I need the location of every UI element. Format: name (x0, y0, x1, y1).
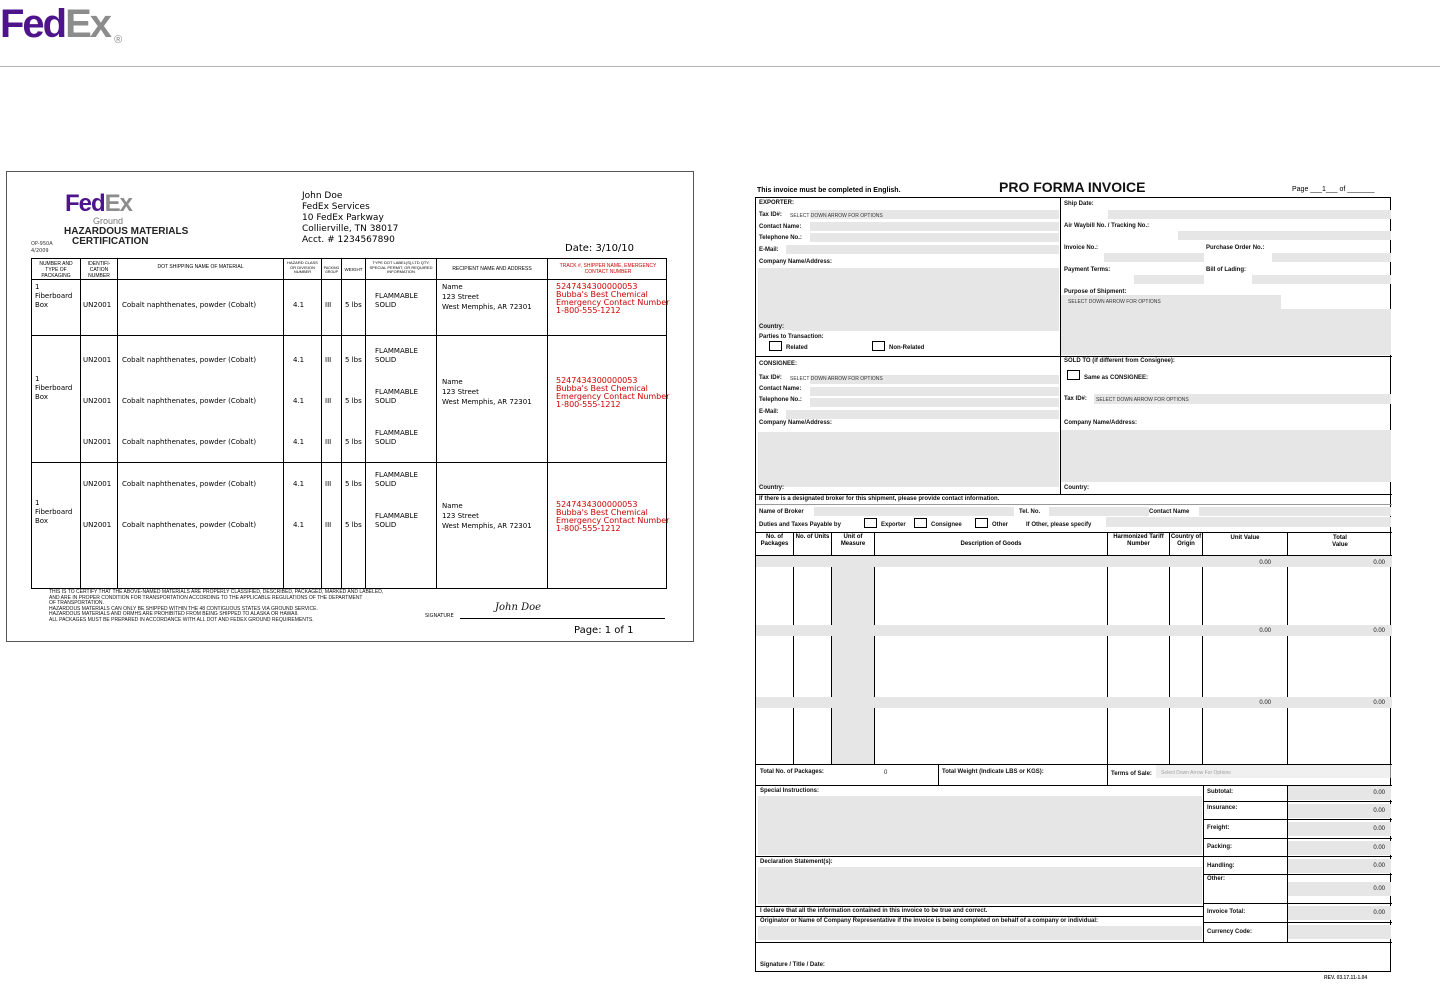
package-type: Fiberboard (35, 508, 73, 516)
total-value: 0.00 (1373, 560, 1385, 566)
invoice-total-value: 0.00 (1373, 910, 1385, 916)
item-name: Cobalt naphthenates, powder (Cobalt) (122, 438, 257, 446)
duties-exporter-checkbox[interactable] (864, 518, 877, 528)
track-emergency: Emergency Contact Number (556, 298, 670, 307)
shipper-city: Collierville, TN 38017 (302, 224, 399, 234)
track-shipper: Bubba's Best Chemical (556, 384, 648, 393)
broker-name-label: Name of Broker (759, 509, 804, 515)
ship-date-label: Ship Date: (1064, 201, 1094, 207)
sold-to-company-label: Company Name/Address: (1064, 420, 1138, 426)
sold-to-company-field[interactable] (1061, 430, 1391, 482)
pro-forma-invoice-document (752, 175, 1392, 985)
telephone-label: Telephone No.: (759, 235, 802, 241)
parties-label: Parties to Transaction: (759, 334, 824, 340)
airwaybill-field[interactable] (1178, 231, 1391, 240)
row-divider (1203, 922, 1392, 923)
item-class: 4.1 (293, 480, 305, 488)
invoice-no-field[interactable] (1104, 253, 1204, 262)
hazmat-fedex-logo (65, 192, 132, 216)
header-weight: WEIGHT (344, 267, 363, 272)
invoice-form (755, 197, 1391, 972)
sold-to-tax-id-select[interactable]: SELECT DOWN ARROW FOR OPTIONS (1096, 397, 1189, 403)
certification-statement (49, 590, 411, 624)
freight-value: 0.00 (1373, 826, 1385, 832)
item-label2: SOLID (375, 397, 397, 405)
item-id: UN2001 (83, 521, 112, 529)
item-label: FLAMMABLE (375, 471, 418, 479)
header-id-number: IDENTIFI- CATION NUMBER (87, 261, 111, 279)
packing-value: 0.00 (1373, 845, 1385, 851)
hazmat-date (565, 243, 634, 254)
item-weight: 5 lbs (345, 397, 362, 405)
shipper-company: FedEx Services (302, 202, 370, 212)
track-phone: 1-800-555-1212 (556, 306, 621, 315)
consignee-country-label: Country: (759, 485, 784, 491)
fedex-logo[interactable] (0, 4, 122, 60)
col-tariff: Harmonized Tariff Number (1113, 534, 1164, 547)
item-id: UN2001 (83, 301, 112, 309)
item-label: FLAMMABLE (375, 292, 418, 300)
freight-label: Freight: (1207, 825, 1230, 831)
exporter-label: EXPORTER: (759, 200, 795, 206)
consignee-tax-id-label: Tax ID#: (759, 375, 782, 381)
signature: John Doe (495, 602, 542, 613)
hazmat-form-number: OP-950A (31, 241, 53, 247)
total-weight-label: Total Weight (Indicate LBS or KGS): (942, 769, 1044, 775)
row-divider (756, 916, 1203, 917)
item-name: Cobalt naphthenates, powder (Cobalt) (122, 480, 257, 488)
consignee-email-label: E-Mail: (759, 409, 779, 415)
currency-code-label: Currency Code: (1207, 929, 1253, 935)
row-divider (756, 942, 1392, 943)
duties-other-checkbox[interactable] (975, 518, 988, 528)
hazmat-table (31, 258, 670, 589)
certification-line: OF TRANSPORTATION. (49, 600, 104, 607)
duties-label: Duties and Taxes Payable by (759, 522, 841, 528)
col-unit-value: Unit Value (1230, 535, 1260, 541)
consignee-label: CONSIGNEE: (759, 361, 798, 367)
row-divider (756, 494, 1392, 495)
row-divider (1203, 874, 1392, 875)
recipient-city: West Memphis, AR 72301 (442, 303, 532, 311)
contact-name-field[interactable] (810, 222, 1059, 231)
package-count: 1 (35, 499, 40, 507)
item-group: III (325, 301, 332, 309)
row-divider (32, 279, 666, 280)
consignee-telephone-label: Telephone No.: (759, 397, 802, 403)
package-count: 1 (35, 283, 40, 291)
certification-line: AND ARE IN PROPER CONDITION FOR TRANSPORTATION ACCORDING TO THE APPLICABLE REGULATIONS OF THE DEPARTMENT (49, 594, 363, 601)
logo-ex: Ex (65, 2, 111, 46)
header-packing-group: PACKING GROUP (323, 266, 340, 274)
recipient-name: Name (442, 283, 463, 291)
hazmat-logo-ground: Ground (93, 216, 124, 226)
other-value: 0.00 (1373, 886, 1385, 892)
row-divider (756, 856, 1203, 857)
track-emergency: Emergency Contact Number (556, 392, 670, 401)
row-divider (1203, 801, 1392, 802)
unit-value: 0.00 (1259, 560, 1271, 566)
total-packages-value: 0 (884, 770, 888, 776)
terms-of-sale-field[interactable] (1156, 765, 1391, 778)
declaration-label: Declaration Statement(s): (760, 859, 833, 865)
broker-contact-field[interactable] (1199, 507, 1391, 516)
broker-divider (756, 504, 1392, 505)
consignee-contact-field[interactable] (810, 387, 1059, 396)
package-box: Box (35, 517, 49, 525)
recipient-street: 123 Street (442, 388, 479, 396)
package-type: Fiberboard (35, 292, 73, 300)
track-shipper: Bubba's Best Chemical (556, 290, 648, 299)
sold-to-country-label: Country: (1064, 485, 1089, 491)
duties-consignee-label: Consignee (931, 522, 962, 528)
row-divider (1203, 838, 1392, 839)
duties-if-other-label: If Other, please specify (1026, 522, 1092, 528)
bill-of-lading-label: Bill of Lading: (1206, 267, 1246, 273)
shipper-name: John Doe (302, 191, 343, 201)
col-divider (80, 259, 81, 588)
item-label2: SOLID (375, 521, 397, 529)
row-divider (756, 356, 1392, 357)
item-label: FLAMMABLE (375, 429, 418, 437)
item-class: 4.1 (293, 301, 305, 309)
header-divider (0, 66, 1440, 67)
sold-to-tax-id-label: Tax ID#: (1064, 396, 1087, 402)
certification-line: HAZARDOUS MATERIALS CAN ONLY BE SHIPPED WITHIN THE 48 CONTIGUOUS STATES VIA GROUND SERVICE. (49, 605, 318, 612)
special-instructions-label: Special Instructions: (760, 788, 820, 794)
item-label2: SOLID (375, 438, 397, 446)
item-name: Cobalt naphthenates, powder (Cobalt) (122, 521, 257, 529)
col-divider (365, 259, 366, 588)
recipient-city: West Memphis, AR 72301 (442, 522, 532, 530)
row-divider (32, 335, 666, 336)
signature-line (460, 618, 665, 619)
sold-to-label: SOLD TO (if different from Consignee): (1064, 358, 1175, 364)
item-group: III (325, 356, 332, 364)
declaration-field[interactable] (758, 867, 1202, 904)
company-label: Company Name/Address: (759, 259, 833, 265)
row-divider (1203, 856, 1392, 857)
country-label: Country: (759, 324, 784, 330)
header-label: TYPE DOT LABEL(S),LTD QTY, SPECIAL PERMIT, OR REQUIRED INFORMATION (369, 260, 433, 274)
bill-of-lading-field[interactable] (1252, 275, 1391, 284)
declare-statement: I declare that all the information contained in this invoice to be true and correct. (760, 908, 988, 914)
special-instructions-field[interactable] (758, 796, 1202, 855)
hazmat-title-line2: CERTIFICATION (72, 236, 149, 247)
col-divider (341, 259, 342, 588)
subtotal-value: 0.00 (1373, 790, 1385, 796)
track-shipper: Bubba's Best Chemical (556, 508, 648, 517)
broker-tel-label: Tel. No. (1019, 509, 1041, 515)
related-label: Related (786, 345, 808, 351)
country-field[interactable] (792, 322, 1059, 331)
hazmat-logo-fed: Fed (65, 190, 105, 217)
goods-row[interactable] (756, 556, 1392, 567)
row-divider (1203, 903, 1392, 904)
hazmat-page-number: Page: 1 of 1 (574, 625, 634, 636)
other-label: Other: (1207, 876, 1225, 882)
item-id: UN2001 (83, 397, 112, 405)
purpose-area (1061, 309, 1391, 355)
unit-value: 0.00 (1259, 700, 1271, 706)
invoice-no-label: Invoice No.: (1064, 245, 1099, 251)
subtotal-label: Subtotal: (1207, 789, 1233, 795)
unit-of-measure-column (832, 567, 874, 764)
package-type: Fiberboard (35, 384, 73, 392)
track-phone: 1-800-555-1212 (556, 524, 621, 533)
item-label2: SOLID (375, 480, 397, 488)
col-divider (436, 259, 437, 588)
item-weight: 5 lbs (345, 301, 362, 309)
consignee-company-field[interactable] (758, 432, 1059, 487)
track-phone: 1-800-555-1212 (556, 400, 621, 409)
payment-terms-label: Payment Terms: (1064, 267, 1111, 273)
col-country: Country of Origin (1170, 534, 1202, 547)
insurance-value: 0.00 (1373, 808, 1385, 814)
item-weight: 5 lbs (345, 438, 362, 446)
invoice-title: PRO FORMA INVOICE (999, 179, 1146, 195)
contact-name-label: Contact Name: (759, 224, 802, 230)
date-label: Date: (565, 243, 593, 254)
certification-line: HAZARDOUS MATERIALS AND ORMHS ARE PROHIBITED FROM BEING SHIPPED TO ALASKA OR HAWAII. (49, 611, 299, 618)
recipient-city: West Memphis, AR 72301 (442, 398, 532, 406)
hazmat-form-date: 4/2009 (31, 248, 49, 254)
broker-contact-label: Contact Name (1149, 509, 1190, 515)
duties-other-label: Other (992, 522, 1009, 528)
consignee-company-label: Company Name/Address: (759, 420, 833, 426)
header-track: TRACK #, SHIPPER NAME, EMERGENCY CONTACT NUMBER (559, 263, 657, 275)
hazmat-certification-document (6, 171, 694, 642)
recipient-name: Name (442, 378, 463, 386)
col-divider (117, 259, 118, 588)
total-value: 0.00 (1373, 700, 1385, 706)
package-box: Box (35, 393, 49, 401)
col-divider (283, 259, 284, 588)
ship-date-field[interactable] (1108, 210, 1391, 219)
item-label2: SOLID (375, 356, 397, 364)
item-group: III (325, 521, 332, 529)
unit-value: 0.00 (1259, 628, 1271, 634)
same-as-consignee-label: Same as CONSIGNEE: (1084, 375, 1149, 381)
same-as-consignee-checkbox[interactable] (1067, 370, 1080, 380)
po-no-field[interactable] (1272, 253, 1391, 262)
item-label: FLAMMABLE (375, 512, 418, 520)
recipient-street: 123 Street (442, 512, 479, 520)
item-id: UN2001 (83, 438, 112, 446)
item-name: Cobalt naphthenates, powder (Cobalt) (122, 356, 257, 364)
po-no-label: Purchase Order No.: (1206, 245, 1265, 251)
duties-exporter-label: Exporter (881, 522, 906, 528)
header-recipient: RECIPIENT NAME AND ADDRESS (452, 266, 532, 272)
item-class: 4.1 (293, 521, 305, 529)
item-label: FLAMMABLE (375, 388, 418, 396)
col-divider (1107, 764, 1108, 785)
recipient-street: 123 Street (442, 293, 479, 301)
row-divider (32, 462, 666, 463)
col-description: Description of Goods (960, 541, 1022, 547)
row-divider (756, 906, 1203, 907)
date-value: 3/10/10 (595, 243, 635, 254)
signature-label: SIGNATURE (425, 613, 454, 619)
payment-terms-field[interactable] (1134, 275, 1204, 284)
certification-line: THIS IS TO CERTIFY THAT THE ABOVE-NAMED MATERIALS ARE PROPERLY CLASSIFIED, DESCRIBED, PACKAGED, MARKED AND LABELED, (49, 589, 384, 595)
certification-line: ALL PACKAGES MUST BE PREPARED IN ACCORDANCE WITH ALL DOT AND FEDEX GROUND REQUIREMENTS. (49, 616, 314, 623)
email-label: E-Mail: (759, 247, 779, 253)
consignee-contact-label: Contact Name: (759, 386, 802, 392)
item-weight: 5 lbs (345, 521, 362, 529)
total-value: 0.00 (1373, 628, 1385, 634)
tax-id-label: Tax ID#: (759, 212, 782, 218)
item-id: UN2001 (83, 356, 112, 364)
broker-name-field[interactable] (814, 507, 1014, 516)
item-class: 4.1 (293, 356, 305, 364)
company-address-field[interactable] (758, 268, 1059, 330)
non-related-checkbox[interactable] (872, 341, 885, 351)
logo-fed: Fed (0, 2, 66, 46)
col-units: No. of Units (795, 534, 830, 540)
package-box: Box (35, 301, 49, 309)
item-label2: SOLID (375, 301, 397, 309)
item-name: Cobalt naphthenates, powder (Cobalt) (122, 301, 257, 309)
hazmat-logo-ex: Ex (104, 190, 133, 217)
tax-id-select[interactable]: SELECT DOWN ARROW FOR OPTIONS (790, 213, 883, 219)
duties-other-field[interactable] (1106, 517, 1391, 527)
originator-label: Originator or Name of Company Representative if the invoice is being completed on behalf of a company or individual: (760, 918, 1099, 924)
invoice-note: This invoice must be completed in English. (757, 187, 901, 194)
consignee-email-field[interactable] (786, 410, 1059, 419)
logo-registered: ® (114, 34, 123, 46)
track-number: 5247434300000053 (556, 376, 638, 385)
originator-field[interactable] (758, 926, 1202, 940)
col-divider (321, 259, 322, 588)
consignee-tax-id-select[interactable]: SELECT DOWN ARROW FOR OPTIONS (790, 376, 883, 382)
hazmat-title: HAZARDOUS MATERIALS (64, 226, 189, 237)
invoice-total-label: Invoice Total: (1207, 909, 1246, 915)
revision-number: REV. 03.17.11-1.04 (1324, 975, 1368, 981)
broker-tel-field[interactable] (1049, 507, 1149, 516)
duties-consignee-checkbox[interactable] (914, 518, 927, 528)
signature-label: Signature / Title / Date: (760, 962, 825, 968)
item-weight: 5 lbs (345, 480, 362, 488)
row-divider (756, 532, 1392, 533)
item-group: III (325, 438, 332, 446)
broker-note: If there is a designated broker for this shipment, please provide contact information. (759, 496, 1000, 502)
track-number: 5247434300000053 (556, 500, 638, 509)
handling-value: 0.00 (1373, 863, 1385, 869)
email-field[interactable] (786, 245, 1059, 254)
recipient-name: Name (442, 502, 463, 510)
col-divider (1203, 785, 1204, 942)
item-group: III (325, 480, 332, 488)
col-divider (547, 259, 548, 588)
track-number: 5247434300000053 (556, 282, 638, 291)
col-divider (938, 764, 939, 785)
col-unit-of-measure: Unit of Measure (840, 534, 866, 547)
airwaybill-label: Air Waybill No. / Tracking No.: (1064, 223, 1150, 229)
header-hazard-class: HAZARD CLASS OR DIVISION NUMBER (287, 260, 318, 274)
total-packages-label: Total No. of Packages: (760, 769, 824, 775)
header-shipping-name: DOT SHIPPING NAME OF MATERIAL (157, 264, 244, 270)
consignee-telephone-field[interactable] (810, 398, 1059, 407)
invoice-page: Page ___1___ of _______ (1292, 186, 1375, 193)
non-related-label: Non-Related (889, 345, 925, 351)
shipper-street: 10 FedEx Parkway (302, 213, 384, 223)
row-divider (1203, 819, 1392, 820)
handling-label: Handling: (1207, 863, 1235, 869)
related-checkbox[interactable] (769, 341, 782, 351)
telephone-field[interactable] (810, 233, 1059, 242)
item-group: III (325, 397, 332, 405)
purpose-label: Purpose of Shipment: (1064, 289, 1127, 295)
item-id: UN2001 (83, 480, 112, 488)
purpose-select[interactable]: SELECT DOWN ARROW FOR OPTIONS (1068, 299, 1161, 305)
item-weight: 5 lbs (345, 356, 362, 364)
package-count: 1 (35, 375, 40, 383)
shipper-account: Acct. # 1234567890 (302, 235, 395, 245)
col-packages: No. of Packages (760, 534, 789, 547)
item-label: FLAMMABLE (375, 347, 418, 355)
packing-label: Packing: (1207, 844, 1233, 850)
terms-of-sale-label: Terms of Sale: (1111, 771, 1152, 777)
insurance-label: Insurance: (1207, 805, 1238, 811)
item-class: 4.1 (293, 438, 305, 446)
header-packaging: NUMBER AND TYPE OF PACKAGING (39, 261, 73, 279)
track-emergency: Emergency Contact Number (556, 516, 670, 525)
item-name: Cobalt naphthenates, powder (Cobalt) (122, 397, 257, 405)
item-class: 4.1 (293, 397, 305, 405)
currency-code-field[interactable] (1288, 925, 1391, 939)
col-total-value: Total Value (1332, 535, 1348, 548)
